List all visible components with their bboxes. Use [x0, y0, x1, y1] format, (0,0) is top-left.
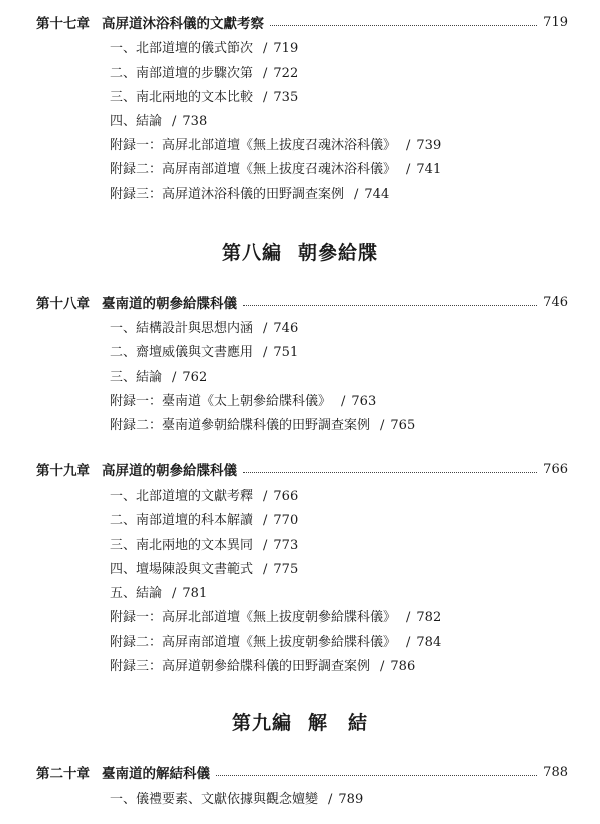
chapter-page-number: 719: [543, 14, 568, 30]
chapter-20-heading[interactable]: [36, 762, 568, 782]
entry-title: 三、南北兩地的文本異同: [110, 538, 254, 553]
chapter-page-number: 746: [543, 294, 568, 310]
entry-page-number: 763: [351, 394, 377, 409]
entry-title: 二、南部道壇的步驟次第: [110, 66, 254, 81]
separator-slash: /: [263, 562, 268, 577]
entry-page-number: 789: [338, 792, 364, 807]
chapter-title: 臺南道的解結科儀: [102, 766, 210, 782]
separator-slash: /: [380, 659, 385, 674]
toc-entry[interactable]: [110, 185, 389, 205]
separator-slash: /: [328, 792, 333, 807]
separator-slash: /: [263, 41, 268, 56]
chapter-number: 第十八章: [36, 296, 90, 312]
entry-page-number: 766: [273, 489, 299, 504]
chapter-19-heading[interactable]: [36, 459, 568, 479]
separator-slash: /: [406, 635, 411, 650]
separator-slash: /: [263, 321, 268, 336]
toc-entry[interactable]: [110, 39, 298, 59]
entry-title: 二、南部道壇的科本解讀: [110, 513, 254, 528]
dot-leader: [243, 305, 537, 306]
toc-entry[interactable]: [110, 584, 207, 604]
entry-title: 附録二：高屏南部道壇《無上拔度召魂沐浴科儀》: [110, 162, 397, 177]
toc-entry[interactable]: [110, 392, 376, 412]
entry-title: 一、結構設計與思想内涵: [110, 321, 254, 336]
entry-page-number: 746: [273, 321, 299, 336]
entry-page-number: 784: [416, 635, 442, 650]
dot-leader: [270, 25, 537, 26]
toc-entry[interactable]: [110, 608, 441, 628]
toc-entry[interactable]: [110, 511, 298, 531]
separator-slash: /: [263, 90, 268, 105]
entry-page-number: 751: [273, 345, 299, 360]
part-9-heading: [0, 708, 600, 735]
separator-slash: /: [263, 538, 268, 553]
entry-page-number: 741: [416, 162, 442, 177]
entry-title: 一、北部道壇的文獻考釋: [110, 489, 254, 504]
entry-title: 三、結論: [110, 370, 163, 385]
separator-slash: /: [172, 586, 177, 601]
separator-slash: /: [263, 489, 268, 504]
separator-slash: /: [172, 370, 177, 385]
entry-page-number: 770: [273, 513, 299, 528]
chapter-title: 高屏道沐浴科儀的文獻考察: [102, 16, 264, 32]
entry-title: 附録一：高屏北部道壇《無上拔度朝參給牒科儀》: [110, 610, 397, 625]
toc-entry[interactable]: [110, 487, 298, 507]
entry-title: 五、結論: [110, 586, 163, 601]
toc-entry[interactable]: [110, 64, 298, 84]
toc-entry[interactable]: [110, 657, 415, 677]
entry-title: 附録三：高屏道朝參給牒科儀的田野調查案例: [110, 659, 371, 674]
entry-title: 二、齋壇威儀與文書應用: [110, 345, 254, 360]
separator-slash: /: [354, 187, 359, 202]
toc-entry[interactable]: [110, 88, 298, 108]
entry-page-number: 744: [364, 187, 390, 202]
toc-entry[interactable]: [110, 416, 415, 436]
entry-title: 附録一：臺南道《太上朝參給牒科儀》: [110, 394, 332, 409]
chapter-page-number: 788: [543, 764, 568, 780]
toc-entry[interactable]: [110, 112, 207, 132]
toc-entry[interactable]: [110, 790, 363, 810]
separator-slash: /: [341, 394, 346, 409]
chapter-18-heading[interactable]: [36, 292, 568, 312]
toc-entry[interactable]: [110, 368, 207, 388]
separator-slash: /: [263, 66, 268, 81]
toc-entry[interactable]: [110, 319, 298, 339]
dot-leader: [243, 472, 537, 473]
entry-page-number: 775: [273, 562, 299, 577]
entry-title: 四、壇場陳設與文書範式: [110, 562, 254, 577]
toc-entry[interactable]: [110, 160, 441, 180]
chapter-title: 高屏道的朝參給牒科儀: [102, 463, 237, 479]
part-label: 第八編: [221, 242, 282, 264]
toc-entry[interactable]: [110, 136, 441, 156]
separator-slash: /: [263, 513, 268, 528]
chapter-page-number: 766: [543, 461, 568, 477]
entry-title: 附録二：高屏南部道壇《無上拔度朝參給牒科儀》: [110, 635, 397, 650]
part-title: 朝參給牒: [298, 242, 379, 264]
entry-page-number: 786: [390, 659, 416, 674]
entry-page-number: 738: [182, 114, 208, 129]
entry-title: 一、北部道壇的儀式節次: [110, 41, 254, 56]
separator-slash: /: [380, 418, 385, 433]
entry-page-number: 765: [390, 418, 416, 433]
toc-entry[interactable]: [110, 633, 441, 653]
chapter-title: 臺南道的朝參給牒科儀: [102, 296, 237, 312]
entry-title: 附録一：高屏北部道壇《無上拔度召魂沐浴科儀》: [110, 138, 397, 153]
dot-leader: [216, 775, 537, 776]
separator-slash: /: [406, 138, 411, 153]
chapter-17-heading[interactable]: [36, 12, 568, 32]
entry-title: 三、南北兩地的文本比較: [110, 90, 254, 105]
chapter-number: 第十七章: [36, 16, 90, 32]
entry-page-number: 719: [273, 41, 299, 56]
toc-entry[interactable]: [110, 560, 298, 580]
part-title: 解 結: [308, 712, 369, 734]
entry-page-number: 773: [273, 538, 299, 553]
toc-entry[interactable]: [110, 343, 298, 363]
separator-slash: /: [172, 114, 177, 129]
separator-slash: /: [406, 610, 411, 625]
entry-page-number: 781: [182, 586, 208, 601]
chapter-number: 第二十章: [36, 766, 90, 782]
entry-page-number: 739: [416, 138, 442, 153]
entry-title: 附録三：高屏道沐浴科儀的田野調查案例: [110, 187, 345, 202]
toc-entry[interactable]: [110, 536, 298, 556]
entry-page-number: 735: [273, 90, 299, 105]
entry-title: 一、儀禮要素、文獻依據與觀念嬗變: [110, 792, 319, 807]
chapter-number: 第十九章: [36, 463, 90, 479]
entry-page-number: 762: [182, 370, 208, 385]
part-8-heading: [0, 238, 600, 265]
separator-slash: /: [406, 162, 411, 177]
entry-title: 附録二：臺南道參朝給牒科儀的田野調查案例: [110, 418, 371, 433]
entry-page-number: 722: [273, 66, 299, 81]
entry-title: 四、結論: [110, 114, 163, 129]
separator-slash: /: [263, 345, 268, 360]
part-label: 第九編: [231, 712, 292, 734]
entry-page-number: 782: [416, 610, 442, 625]
